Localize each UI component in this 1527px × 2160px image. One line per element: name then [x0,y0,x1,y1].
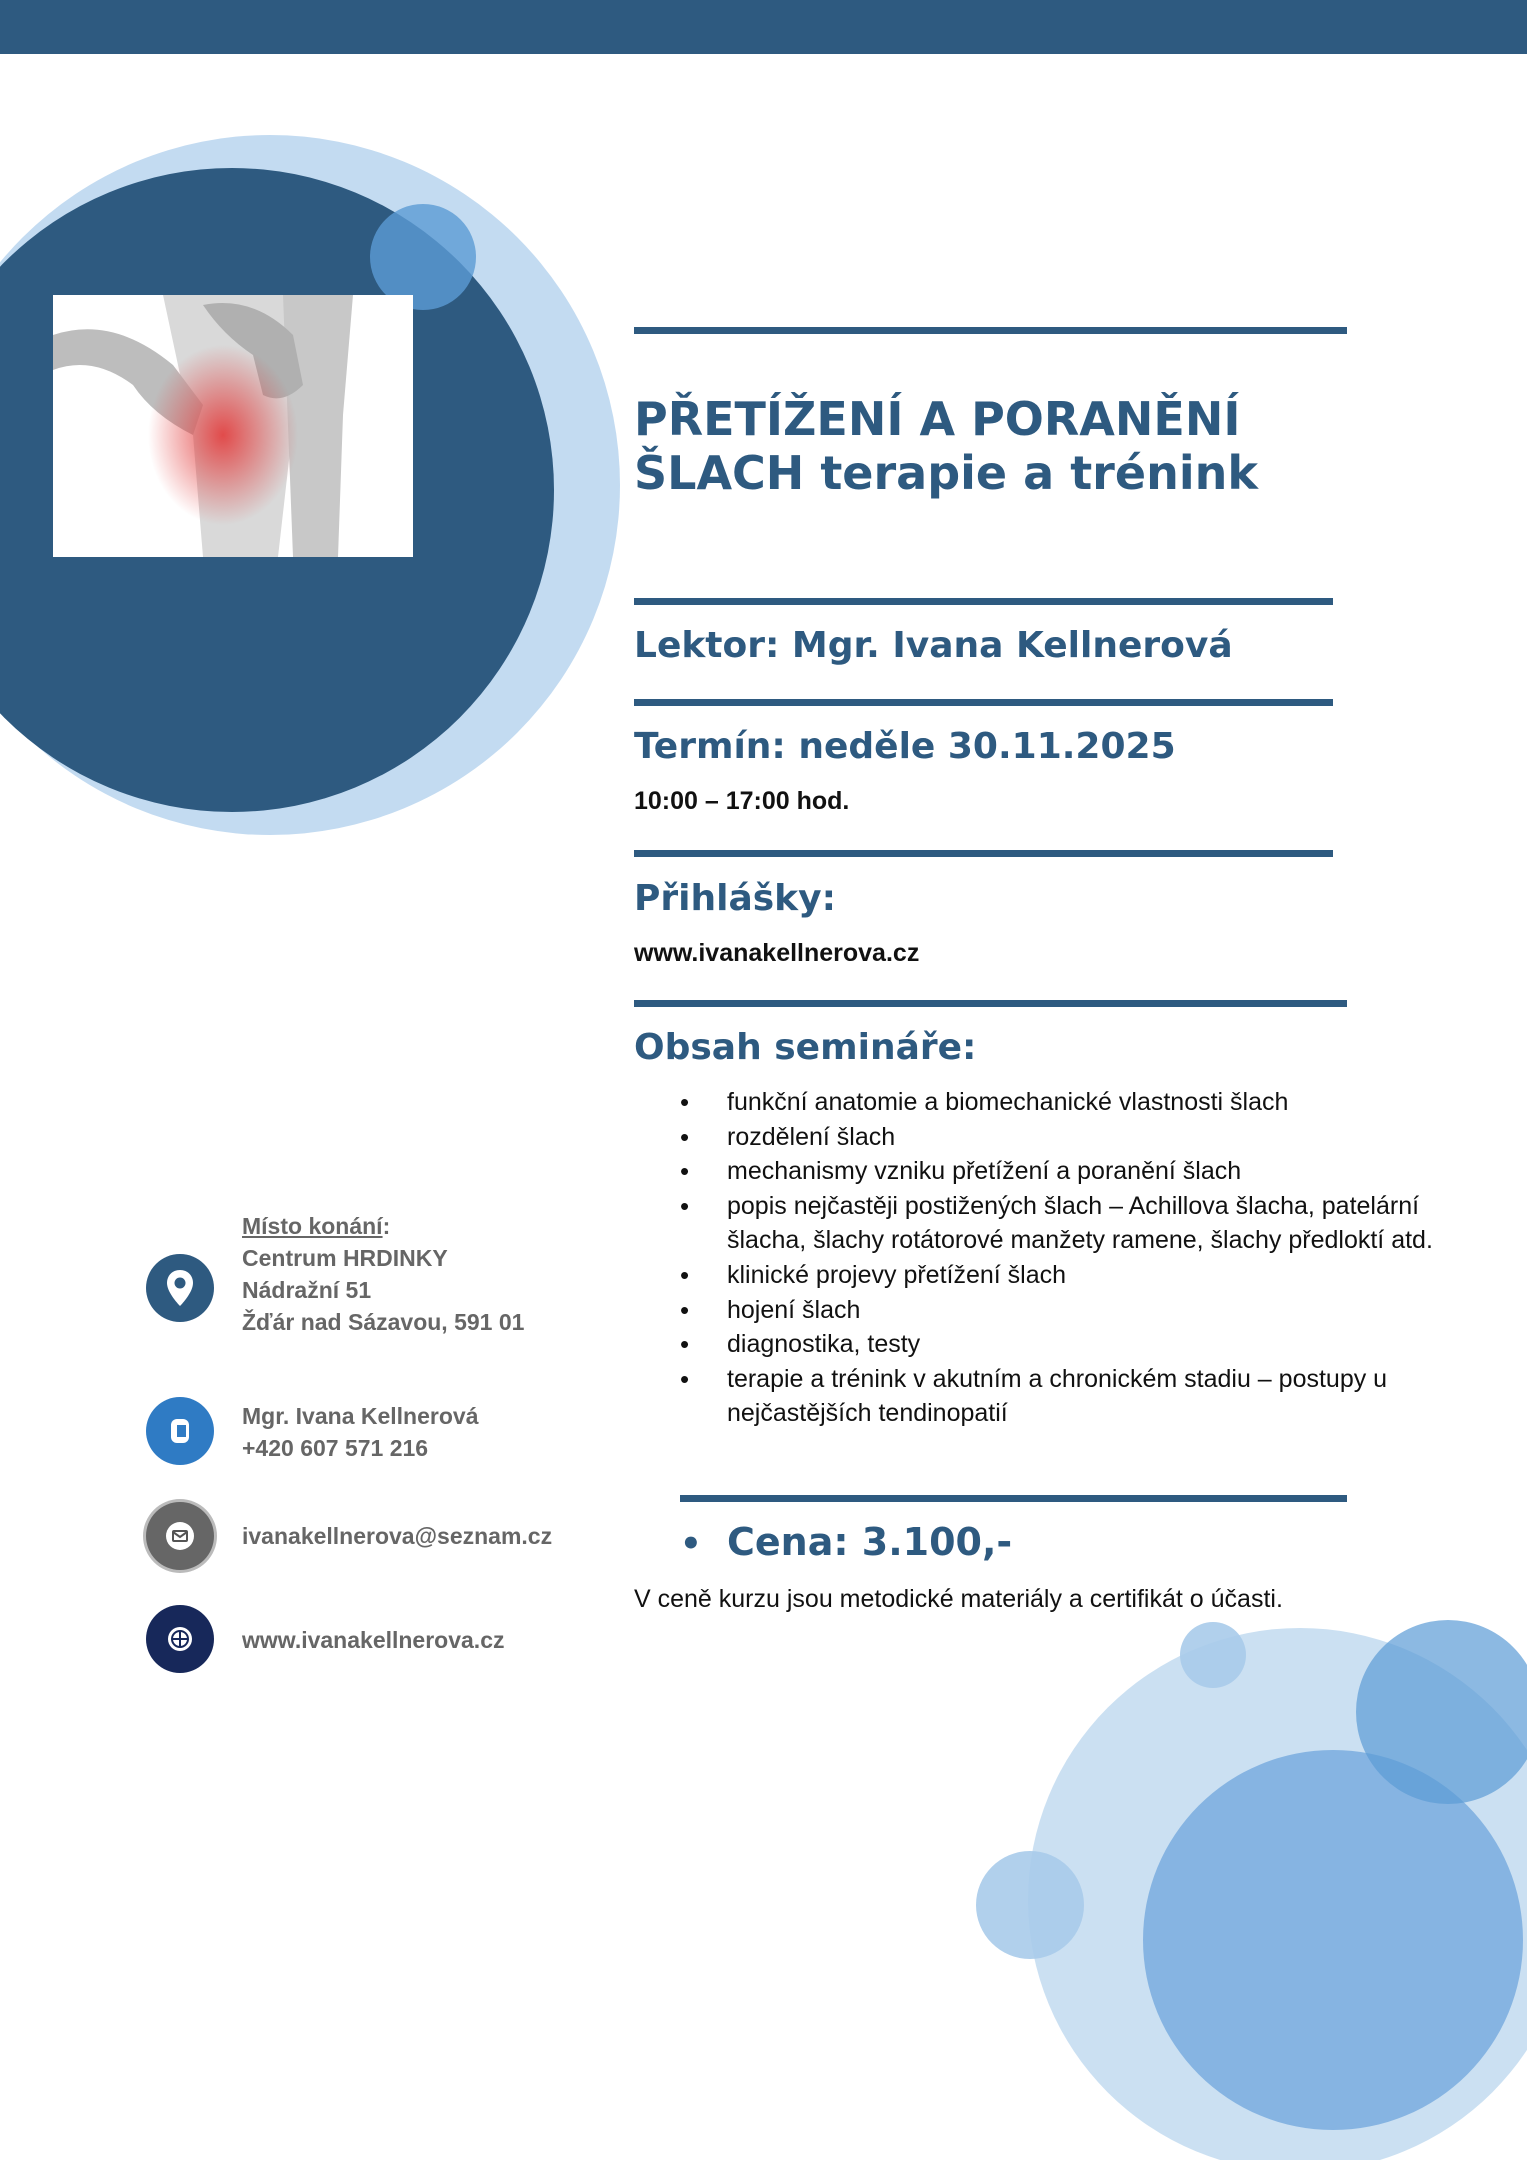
price-note: V ceně kurzu jsou metodické materiály a certifikát o účasti. [634,1585,1283,1613]
person-info [242,1400,478,1464]
venue-name: Centrum HRDINKY [242,1245,448,1271]
list-item: • popis nejčastěji postižených šlach – Achillova šlacha, patelární šlacha, šlachy rotátorové manžety ramene, šlachy předloktí atd. [680,1189,1460,1258]
venue-label: Místo konání [242,1213,383,1239]
venue-street: Nádražní 51 [242,1277,372,1303]
page-title: PŘETÍŽENÍ A PORANĚNÍ ŠLACH terapie a trénink [634,392,1258,500]
price: • Cena: 3.100,- [680,1520,1013,1564]
divider-6 [680,1495,1347,1502]
list-item: • klinické projevy přetížení šlach [680,1258,1460,1293]
list-item: • terapie a trénink v akutním a chronickém stadiu – postupy u nejčastějších tendinopatií [680,1362,1460,1431]
divider-2 [634,598,1333,605]
content-list [680,1085,1460,1431]
list-item: • funkční anatomie a biomechanické vlastnosti šlach [680,1085,1460,1120]
list-item: • mechanismy vzniku přetížení a poranění šlach [680,1154,1460,1189]
term-heading: Termín: neděle 30.11.2025 [634,726,1176,767]
divider-3 [634,699,1333,706]
knee-pain-photo [53,295,413,557]
content-heading: Obsah semináře: [634,1027,977,1068]
term-time: 10:00 – 17:00 hod. [634,787,850,815]
registration-heading: Přihlášky: [634,878,836,919]
phone-icon [146,1397,214,1465]
website[interactable]: www.ivanakellnerova.cz [242,1627,505,1653]
mid-circle-bottom-right [1143,1750,1523,2130]
tiny-circle-bottom-right [1180,1622,1246,1688]
globe-icon [146,1605,214,1673]
divider-4 [634,850,1333,857]
lector-heading: Lektor: Mgr. Ivana Kellnerová [634,625,1233,666]
left-circle-bottom-right [976,1851,1084,1959]
list-item: • rozdělení šlach [680,1120,1460,1155]
map-pin-icon [146,1254,214,1322]
list-item: • diagnostika, testy [680,1327,1460,1362]
list-item: • hojení šlach [680,1293,1460,1328]
divider-1 [634,327,1347,334]
venue-info: Místo konání: Centrum HRDINKY Nádražní 51 Žďár nad Sázavou, 591 01 [242,1210,524,1338]
registration-url[interactable]: www.ivanakellnerova.cz [634,939,920,967]
email[interactable]: ivanakellnerova@seznam.cz [242,1523,553,1549]
phone-number[interactable]: +420 607 571 216 [242,1435,429,1461]
person-name: Mgr. Ivana Kellnerová [242,1403,479,1429]
venue-city: Žďár nad Sázavou, 591 01 [242,1309,525,1335]
divider-5 [634,1000,1347,1007]
price-text: Cena: 3.100,- [727,1520,1013,1564]
envelope-icon [146,1502,214,1570]
